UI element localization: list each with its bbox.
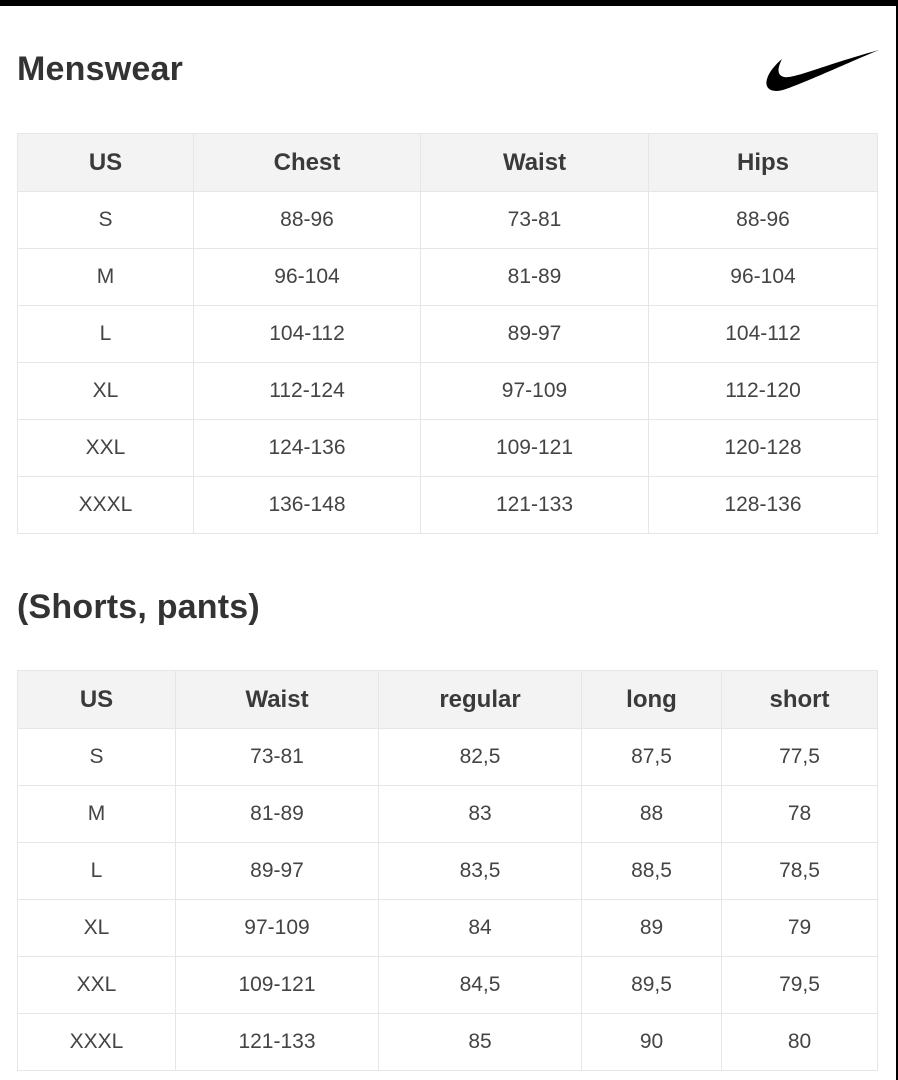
table-cell: 90 <box>582 1014 722 1071</box>
table-cell: XXL <box>18 957 176 1014</box>
table-row <box>18 306 878 363</box>
table-cell: 88-96 <box>194 192 421 249</box>
table-cell: M <box>18 249 194 306</box>
table-cell: 96-104 <box>649 249 878 306</box>
table-cell: 77,5 <box>722 729 878 786</box>
table-cell: 81-89 <box>176 786 379 843</box>
table-cell: 87,5 <box>582 729 722 786</box>
table-cell: XXXL <box>18 477 194 534</box>
table-cell: 136-148 <box>194 477 421 534</box>
table-cell: 97-109 <box>176 900 379 957</box>
table-cell: 79,5 <box>722 957 878 1014</box>
table-cell: L <box>18 843 176 900</box>
table-row <box>18 957 878 1014</box>
table-cell: 89 <box>582 900 722 957</box>
table-row <box>18 363 878 420</box>
column-header: US <box>18 671 176 729</box>
table-cell: 78 <box>722 786 878 843</box>
table-cell: XXXL <box>18 1014 176 1071</box>
table-row <box>18 249 878 306</box>
table-cell: 84 <box>379 900 582 957</box>
table-cell: M <box>18 786 176 843</box>
shorts-pants-title: (Shorts, pants) <box>17 588 260 626</box>
table-cell: 121-133 <box>421 477 649 534</box>
table-cell: 124-136 <box>194 420 421 477</box>
table-cell: 73-81 <box>176 729 379 786</box>
table-row <box>18 786 878 843</box>
table-cell: 83 <box>379 786 582 843</box>
table-cell: 109-121 <box>421 420 649 477</box>
table-cell: XL <box>18 363 194 420</box>
column-header: short <box>722 671 878 729</box>
table-row <box>18 192 878 249</box>
table-row <box>18 1014 878 1071</box>
table-header-row <box>18 134 878 192</box>
shorts-pants-size-table <box>17 670 878 1071</box>
table-cell: S <box>18 729 176 786</box>
menswear-size-table <box>17 133 878 534</box>
table-cell: 88 <box>582 786 722 843</box>
table-cell: 83,5 <box>379 843 582 900</box>
table-header-row <box>18 671 878 729</box>
table-cell: XXL <box>18 420 194 477</box>
menswear-title: Menswear <box>17 50 184 88</box>
table-cell: L <box>18 306 194 363</box>
table-cell: 112-124 <box>194 363 421 420</box>
column-header: long <box>582 671 722 729</box>
table-row <box>18 477 878 534</box>
table-cell: 120-128 <box>649 420 878 477</box>
table-cell: 104-112 <box>649 306 878 363</box>
table-cell: 128-136 <box>649 477 878 534</box>
table-cell: 73-81 <box>421 192 649 249</box>
column-header: Hips <box>649 134 878 192</box>
table-cell: 88,5 <box>582 843 722 900</box>
table-cell: 81-89 <box>421 249 649 306</box>
top-border <box>0 0 898 6</box>
table-cell: 84,5 <box>379 957 582 1014</box>
table-cell: 96-104 <box>194 249 421 306</box>
table-cell: 80 <box>722 1014 878 1071</box>
column-header: Waist <box>421 134 649 192</box>
table-cell: 121-133 <box>176 1014 379 1071</box>
table-cell: S <box>18 192 194 249</box>
table-row <box>18 900 878 957</box>
table-cell: 85 <box>379 1014 582 1071</box>
table-cell: 88-96 <box>649 192 878 249</box>
table-cell: 109-121 <box>176 957 379 1014</box>
table-cell: XL <box>18 900 176 957</box>
table-cell: 112-120 <box>649 363 878 420</box>
table-cell: 97-109 <box>421 363 649 420</box>
table-cell: 89-97 <box>421 306 649 363</box>
table-cell: 79 <box>722 900 878 957</box>
table-row <box>18 729 878 786</box>
table-cell: 82,5 <box>379 729 582 786</box>
swoosh-logo-icon <box>764 47 880 93</box>
table-row <box>18 843 878 900</box>
table-cell: 78,5 <box>722 843 878 900</box>
column-header: regular <box>379 671 582 729</box>
column-header: US <box>18 134 194 192</box>
table-cell: 89-97 <box>176 843 379 900</box>
column-header: Waist <box>176 671 379 729</box>
column-header: Chest <box>194 134 421 192</box>
table-cell: 104-112 <box>194 306 421 363</box>
table-row <box>18 420 878 477</box>
table-cell: 89,5 <box>582 957 722 1014</box>
